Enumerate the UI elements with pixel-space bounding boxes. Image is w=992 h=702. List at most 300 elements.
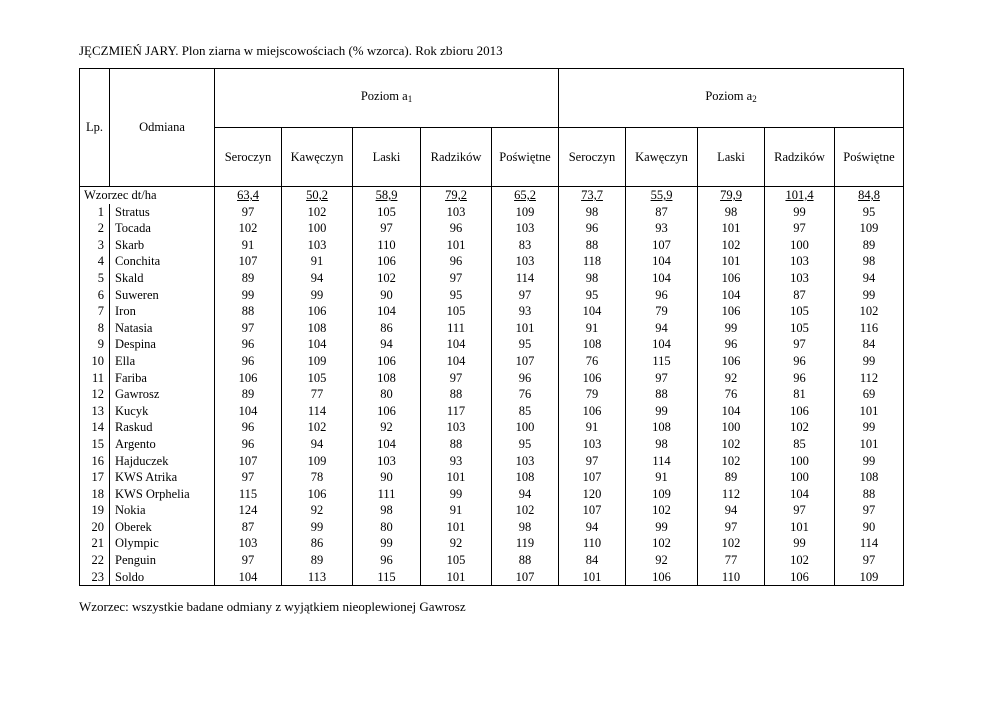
row-lp: 11: [80, 370, 110, 387]
row-variety: Suweren: [110, 287, 215, 304]
row-value: 107: [559, 469, 626, 486]
row-variety: Raskud: [110, 419, 215, 436]
header-location: Laski: [353, 128, 421, 187]
row-value: 105: [353, 204, 421, 221]
row-value: 106: [626, 569, 698, 586]
header-location: Poświętne: [492, 128, 559, 187]
row-value: 109: [282, 353, 353, 370]
row-value: 104: [215, 569, 282, 586]
row-variety: Despina: [110, 336, 215, 353]
row-variety: Olympic: [110, 535, 215, 552]
table-row: [80, 519, 904, 536]
row-value: 106: [559, 370, 626, 387]
row-value: 97: [626, 370, 698, 387]
row-value: 102: [282, 204, 353, 221]
table-row: [80, 552, 904, 569]
row-value: 101: [765, 519, 835, 536]
row-value: 101: [421, 519, 492, 536]
row-variety: Hajduczek: [110, 453, 215, 470]
row-value: 106: [282, 303, 353, 320]
row-value: 97: [492, 287, 559, 304]
header-location: Poświętne: [835, 128, 904, 187]
row-value: 94: [698, 502, 765, 519]
row-value: 108: [282, 320, 353, 337]
row-value: 88: [215, 303, 282, 320]
row-value: 115: [626, 353, 698, 370]
row-value: 97: [765, 502, 835, 519]
row-value: 90: [353, 469, 421, 486]
row-value: 99: [835, 453, 904, 470]
row-variety: KWS Orphelia: [110, 486, 215, 503]
row-value: 107: [492, 353, 559, 370]
row-value: 90: [353, 287, 421, 304]
row-value: 89: [835, 237, 904, 254]
row-value: 106: [353, 403, 421, 420]
row-value: 91: [626, 469, 698, 486]
row-variety: Nokia: [110, 502, 215, 519]
row-value: 97: [559, 453, 626, 470]
row-lp: 8: [80, 320, 110, 337]
row-value: 96: [765, 370, 835, 387]
row-value: 102: [282, 419, 353, 436]
wzorzec-value: 79,2: [421, 187, 492, 204]
row-value: 115: [215, 486, 282, 503]
row-value: 106: [282, 486, 353, 503]
row-value: 92: [626, 552, 698, 569]
row-value: 104: [698, 287, 765, 304]
row-value: 89: [215, 386, 282, 403]
row-lp: 4: [80, 253, 110, 270]
row-value: 109: [626, 486, 698, 503]
row-value: 110: [559, 535, 626, 552]
row-value: 101: [421, 469, 492, 486]
row-value: 100: [765, 237, 835, 254]
row-value: 100: [492, 419, 559, 436]
row-value: 118: [559, 253, 626, 270]
row-value: 96: [215, 336, 282, 353]
row-value: 94: [353, 336, 421, 353]
row-value: 78: [282, 469, 353, 486]
header-location: Kawęczyn: [282, 128, 353, 187]
row-value: 86: [353, 320, 421, 337]
table-row: [80, 370, 904, 387]
wzorzec-label: Wzorzec dt/ha: [80, 187, 215, 204]
table-row: [80, 303, 904, 320]
row-lp: 13: [80, 403, 110, 420]
row-value: 100: [765, 453, 835, 470]
row-value: 99: [626, 403, 698, 420]
row-value: 102: [492, 502, 559, 519]
row-value: 106: [698, 353, 765, 370]
row-value: 106: [215, 370, 282, 387]
row-value: 102: [698, 436, 765, 453]
row-value: 99: [626, 519, 698, 536]
row-value: 105: [421, 303, 492, 320]
row-variety: Stratus: [110, 204, 215, 221]
row-lp: 5: [80, 270, 110, 287]
row-value: 99: [698, 320, 765, 337]
header-location: Seroczyn: [215, 128, 282, 187]
wzorzec-value: 84,8: [835, 187, 904, 204]
row-value: 104: [282, 336, 353, 353]
row-value: 99: [282, 519, 353, 536]
wzorzec-value: 63,4: [215, 187, 282, 204]
wzorzec-row: [80, 187, 904, 204]
row-value: 102: [353, 270, 421, 287]
table-row: [80, 386, 904, 403]
row-value: 112: [835, 370, 904, 387]
row-value: 79: [626, 303, 698, 320]
row-value: 107: [559, 502, 626, 519]
row-value: 91: [421, 502, 492, 519]
row-value: 104: [765, 486, 835, 503]
row-value: 97: [215, 469, 282, 486]
row-variety: Fariba: [110, 370, 215, 387]
row-value: 96: [698, 336, 765, 353]
row-value: 96: [215, 419, 282, 436]
row-value: 106: [765, 403, 835, 420]
row-value: 92: [353, 419, 421, 436]
row-value: 80: [353, 519, 421, 536]
row-value: 95: [421, 287, 492, 304]
row-value: 88: [559, 237, 626, 254]
row-value: 81: [765, 386, 835, 403]
row-lp: 6: [80, 287, 110, 304]
header-poziom-a1: Poziom $a_1$: [215, 69, 559, 128]
row-value: 108: [353, 370, 421, 387]
row-value: 99: [353, 535, 421, 552]
row-value: 88: [421, 436, 492, 453]
row-value: 106: [698, 303, 765, 320]
row-value: 116: [835, 320, 904, 337]
row-value: 93: [421, 453, 492, 470]
row-value: 96: [421, 253, 492, 270]
wzorzec-value: 79,9: [698, 187, 765, 204]
row-variety: Natasia: [110, 320, 215, 337]
row-value: 97: [835, 552, 904, 569]
row-value: 93: [626, 220, 698, 237]
row-value: 98: [559, 204, 626, 221]
row-value: 89: [698, 469, 765, 486]
row-value: 106: [353, 353, 421, 370]
row-value: 112: [698, 486, 765, 503]
row-value: 102: [765, 552, 835, 569]
row-value: 76: [492, 386, 559, 403]
row-value: 84: [559, 552, 626, 569]
row-value: 88: [835, 486, 904, 503]
row-value: 89: [215, 270, 282, 287]
row-value: 84: [835, 336, 904, 353]
row-variety: Tocada: [110, 220, 215, 237]
row-value: 104: [559, 303, 626, 320]
row-value: 98: [559, 270, 626, 287]
row-value: 88: [626, 386, 698, 403]
yield-table: [79, 68, 904, 586]
row-variety: Kucyk: [110, 403, 215, 420]
row-value: 95: [492, 336, 559, 353]
row-variety: Penguin: [110, 552, 215, 569]
header-odmiana: Odmiana: [110, 69, 215, 187]
row-lp: 7: [80, 303, 110, 320]
row-value: 107: [492, 569, 559, 586]
row-value: 104: [626, 253, 698, 270]
row-value: 105: [421, 552, 492, 569]
row-variety: Oberek: [110, 519, 215, 536]
row-value: 111: [421, 320, 492, 337]
header-location: Radzików: [421, 128, 492, 187]
row-value: 117: [421, 403, 492, 420]
row-variety: Skald: [110, 270, 215, 287]
row-value: 119: [492, 535, 559, 552]
table-row: [80, 353, 904, 370]
row-value: 94: [835, 270, 904, 287]
wzorzec-value: 55,9: [626, 187, 698, 204]
row-value: 104: [353, 436, 421, 453]
row-value: 101: [835, 403, 904, 420]
header-location: Radzików: [765, 128, 835, 187]
row-value: 102: [765, 419, 835, 436]
row-value: 99: [765, 204, 835, 221]
row-value: 104: [421, 336, 492, 353]
row-value: 69: [835, 386, 904, 403]
row-value: 96: [421, 220, 492, 237]
row-value: 106: [559, 403, 626, 420]
row-value: 80: [353, 386, 421, 403]
row-value: 107: [626, 237, 698, 254]
row-value: 120: [559, 486, 626, 503]
row-value: 91: [559, 419, 626, 436]
row-variety: Conchita: [110, 253, 215, 270]
row-value: 87: [215, 519, 282, 536]
wzorzec-value: 73,7: [559, 187, 626, 204]
row-value: 94: [282, 436, 353, 453]
row-value: 101: [421, 569, 492, 586]
table-row: [80, 486, 904, 503]
row-value: 109: [835, 569, 904, 586]
row-value: 103: [492, 253, 559, 270]
row-value: 102: [626, 502, 698, 519]
row-value: 98: [353, 502, 421, 519]
row-variety: Ella: [110, 353, 215, 370]
table-row: [80, 535, 904, 552]
table-row: [80, 336, 904, 353]
table-row: [80, 204, 904, 221]
row-value: 107: [215, 453, 282, 470]
row-value: 91: [559, 320, 626, 337]
row-value: 83: [492, 237, 559, 254]
row-value: 114: [626, 453, 698, 470]
row-value: 87: [626, 204, 698, 221]
row-value: 76: [559, 353, 626, 370]
row-value: 106: [698, 270, 765, 287]
table-row: [80, 419, 904, 436]
row-value: 92: [282, 502, 353, 519]
row-value: 105: [282, 370, 353, 387]
row-value: 104: [626, 270, 698, 287]
row-value: 103: [215, 535, 282, 552]
row-value: 88: [421, 386, 492, 403]
row-value: 102: [626, 535, 698, 552]
row-value: 85: [492, 403, 559, 420]
row-lp: 10: [80, 353, 110, 370]
row-value: 115: [353, 569, 421, 586]
row-lp: 15: [80, 436, 110, 453]
row-variety: Argento: [110, 436, 215, 453]
row-lp: 1: [80, 204, 110, 221]
row-value: 92: [421, 535, 492, 552]
row-value: 93: [492, 303, 559, 320]
row-value: 96: [559, 220, 626, 237]
row-value: 79: [559, 386, 626, 403]
row-variety: Iron: [110, 303, 215, 320]
wzorzec-value: 101,4: [765, 187, 835, 204]
row-value: 94: [626, 320, 698, 337]
table-row: [80, 436, 904, 453]
row-value: 103: [282, 237, 353, 254]
row-value: 90: [835, 519, 904, 536]
row-lp: 19: [80, 502, 110, 519]
row-value: 101: [559, 569, 626, 586]
row-value: 99: [835, 353, 904, 370]
table-row: [80, 569, 904, 586]
row-value: 99: [765, 535, 835, 552]
row-value: 107: [215, 253, 282, 270]
row-lp: 16: [80, 453, 110, 470]
row-value: 97: [215, 552, 282, 569]
table-row: [80, 237, 904, 254]
row-value: 103: [492, 220, 559, 237]
header-poziom-a2: Poziom $a_2$: [559, 69, 904, 128]
row-value: 94: [492, 486, 559, 503]
row-value: 108: [559, 336, 626, 353]
header-lp: Lp.: [80, 69, 110, 187]
row-value: 86: [282, 535, 353, 552]
row-value: 99: [421, 486, 492, 503]
row-lp: 18: [80, 486, 110, 503]
row-value: 96: [215, 436, 282, 453]
row-value: 97: [421, 270, 492, 287]
footnote: Wzorzec: wszystkie badane odmiany z wyjątkiem nieoplewionej Gawrosz: [79, 599, 466, 614]
row-value: 98: [698, 204, 765, 221]
row-variety: Soldo: [110, 569, 215, 586]
row-value: 99: [835, 419, 904, 436]
row-value: 101: [421, 237, 492, 254]
row-value: 102: [698, 453, 765, 470]
header-location: Kawęczyn: [626, 128, 698, 187]
row-value: 98: [835, 253, 904, 270]
row-value: 97: [215, 320, 282, 337]
row-value: 109: [835, 220, 904, 237]
row-value: 110: [698, 569, 765, 586]
row-value: 124: [215, 502, 282, 519]
row-value: 114: [492, 270, 559, 287]
row-lp: 9: [80, 336, 110, 353]
row-value: 102: [698, 535, 765, 552]
row-lp: 20: [80, 519, 110, 536]
row-value: 96: [765, 353, 835, 370]
row-value: 101: [492, 320, 559, 337]
row-value: 103: [353, 453, 421, 470]
row-value: 94: [559, 519, 626, 536]
row-value: 97: [835, 502, 904, 519]
row-value: 76: [698, 386, 765, 403]
row-value: 105: [765, 320, 835, 337]
row-value: 95: [559, 287, 626, 304]
row-value: 100: [698, 419, 765, 436]
row-value: 114: [835, 535, 904, 552]
row-value: 104: [353, 303, 421, 320]
table-row: [80, 469, 904, 486]
row-value: 77: [282, 386, 353, 403]
row-value: 97: [698, 519, 765, 536]
row-value: 91: [215, 237, 282, 254]
header-location: Laski: [698, 128, 765, 187]
row-value: 110: [353, 237, 421, 254]
row-value: 99: [282, 287, 353, 304]
wzorzec-value: 65,2: [492, 187, 559, 204]
row-value: 104: [421, 353, 492, 370]
row-value: 85: [765, 436, 835, 453]
row-variety: KWS Atrika: [110, 469, 215, 486]
row-value: 103: [765, 253, 835, 270]
row-value: 104: [626, 336, 698, 353]
row-value: 89: [282, 552, 353, 569]
row-value: 104: [698, 403, 765, 420]
table-row: [80, 253, 904, 270]
row-value: 88: [492, 552, 559, 569]
wzorzec-value: 50,2: [282, 187, 353, 204]
table-row: [80, 220, 904, 237]
row-lp: 3: [80, 237, 110, 254]
row-value: 106: [765, 569, 835, 586]
row-value: 101: [698, 220, 765, 237]
row-value: 105: [765, 303, 835, 320]
wzorzec-value: 58,9: [353, 187, 421, 204]
row-lp: 12: [80, 386, 110, 403]
row-value: 102: [698, 237, 765, 254]
row-value: 97: [765, 220, 835, 237]
row-value: 104: [215, 403, 282, 420]
row-lp: 23: [80, 569, 110, 586]
row-value: 99: [835, 287, 904, 304]
row-value: 98: [492, 519, 559, 536]
row-value: 77: [698, 552, 765, 569]
row-lp: 21: [80, 535, 110, 552]
table-row: [80, 320, 904, 337]
row-value: 100: [282, 220, 353, 237]
row-value: 95: [835, 204, 904, 221]
row-value: 103: [765, 270, 835, 287]
row-value: 95: [492, 436, 559, 453]
row-value: 99: [215, 287, 282, 304]
header-location: Seroczyn: [559, 128, 626, 187]
row-value: 96: [492, 370, 559, 387]
table-row: [80, 502, 904, 519]
row-value: 101: [835, 436, 904, 453]
table-row: [80, 270, 904, 287]
table-row: [80, 287, 904, 304]
table-row: [80, 403, 904, 420]
row-value: 91: [282, 253, 353, 270]
row-value: 113: [282, 569, 353, 586]
row-variety: Skarb: [110, 237, 215, 254]
row-value: 97: [421, 370, 492, 387]
row-value: 97: [353, 220, 421, 237]
row-value: 108: [626, 419, 698, 436]
row-value: 114: [282, 403, 353, 420]
row-value: 97: [765, 336, 835, 353]
row-lp: 2: [80, 220, 110, 237]
